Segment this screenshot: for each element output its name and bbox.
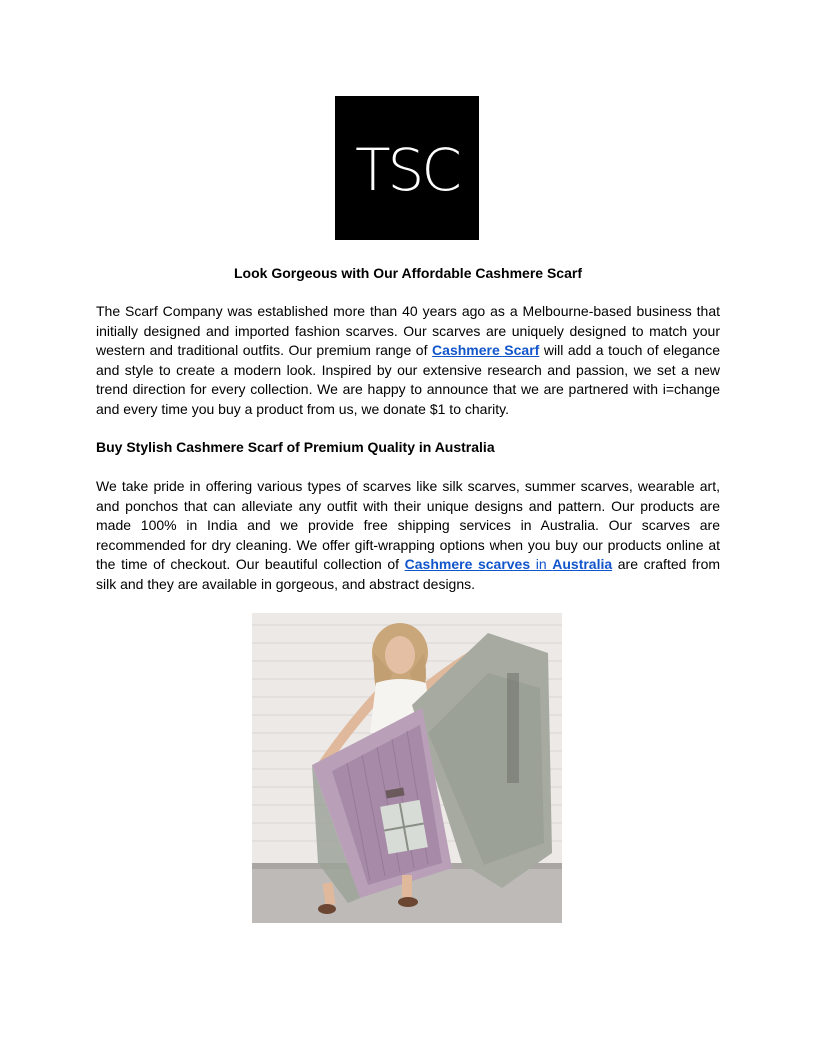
intro-paragraph [96,302,720,419]
products-text-after: are crafted from silk and they are available in gorgeous, and abstract designs. [96,556,721,592]
link-part-in: in [530,556,553,572]
intro-text-before: The Scarf Company was established more than 40 years ago as a Melbourne-based business that initially designed and imported fashion scarves. Our scarves are uniquely designed to match your western and traditional outfits. Our premium range of [96,303,720,358]
cashmere-scarf-link[interactable]: Cashmere Scarf [432,342,540,358]
cashmere-scarves-australia-link[interactable] [405,556,613,572]
logo-text: TSC [355,136,459,204]
scarf-model-photo [252,613,562,923]
products-text-before: We take pride in offering various types of scarves like silk scarves, summer scarves, wearable art, and ponchos that can alleviate any outfit with their unique designs and pattern. Our products are made 100% in India and we provide free shipping services in Australia. Our scarves are recommended for dry cleaning. We offer gift-wrapping options when you buy our products online at the time of checkout. Our beautiful collection of [96,478,720,572]
intro-text-after: will add a touch of elegance and style to create a modern look. Inspired by our extensive research and passion, we set a new trend direction for every collection. We are happy to announce that we are partnered with i=change and every time you buy a product from us, we donate $1 to charity. [96,342,720,417]
link-part-australia: Australia [552,556,613,572]
products-paragraph [96,477,720,594]
link-part-cashmere-scarves: Cashmere scarves [404,556,531,572]
tsc-logo [335,96,479,240]
section-heading: Buy Stylish Cashmere Scarf of Premium Quality in Australia [96,439,495,455]
scarf-photo-illustration [252,613,562,923]
page-title: Look Gorgeous with Our Affordable Cashmere Scarf [234,265,582,281]
